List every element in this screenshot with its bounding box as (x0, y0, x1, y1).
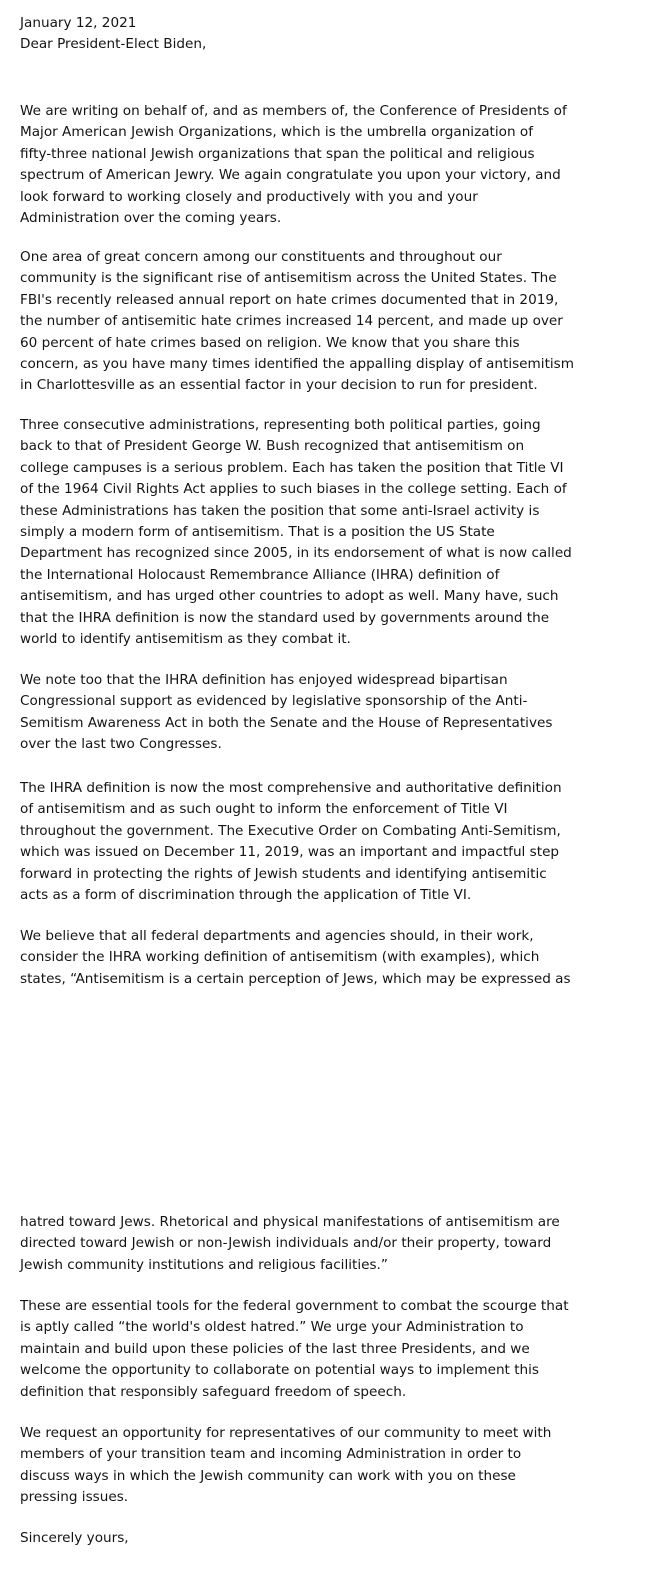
text-line: look forward to working closely and productively with you and your (20, 188, 478, 205)
paragraph-8 (20, 1296, 640, 1403)
paragraph-9 (20, 1423, 640, 1509)
text-line: simply a modern form of antisemitism. That is a position the US State (20, 523, 495, 540)
text-line: Major American Jewish Organizations, which is the umbrella organization of (20, 124, 534, 141)
text-line: acts as a form of discrimination through the application of Title VI. (20, 886, 472, 903)
letter-salutation: Dear President-Elect Biden, (20, 36, 207, 52)
text-line: discuss ways in which the Jewish community can work with you on these (20, 1467, 516, 1484)
text-line: spectrum of American Jewry. We again congratulate you upon your victory, and (20, 167, 561, 184)
text-line: the number of antisemitic hate crimes increased 14 percent, and made up over (20, 313, 563, 330)
text-line: We believe that all federal departments and agencies should, in their work, (20, 928, 534, 944)
text-line: We note too that the IHRA definition has enjoyed widespread bipartisan (20, 672, 508, 688)
text-line: These are essential tools for the federal government to combat the scourge that (20, 1298, 569, 1314)
paragraph-7 (20, 1212, 640, 1276)
text-line: Three consecutive administrations, representing both political parties, going (20, 417, 541, 433)
text-line: over the last two Congresses. (20, 736, 222, 753)
text-line: forward in protecting the rights of Jewish students and identifying antisemitic (20, 865, 547, 882)
text-line: One area of great concern among our constituents and throughout our (20, 249, 502, 265)
paragraph-1 (20, 101, 640, 229)
text-line: definition that responsibly safeguard freedom of speech. (20, 1383, 407, 1400)
text-line: directed toward Jewish or non-Jewish individuals and/or their property, toward (20, 1235, 552, 1252)
text-line: consider the IHRA working definition of antisemitism (with examples), which (20, 949, 540, 966)
letter-date: January 12, 2021 (20, 15, 137, 31)
text-line: of the 1964 Civil Rights Act applies to such biases in the college setting. Each of (20, 481, 567, 498)
text-line: antisemitism, and has urged other countries to adopt as well. Many have, such (20, 588, 559, 605)
text-line: concern, as you have many times identified the appalling display of antisemitism (20, 355, 574, 372)
text-line: that the IHRA definition is now the standard used by governments around the (20, 609, 550, 626)
text-line: hatred toward Jews. Rhetorical and physical manifestations of antisemitism are (20, 1214, 560, 1230)
text-line: is aptly called “the world's oldest hatred.” We urge your Administration to (20, 1319, 524, 1336)
text-line: members of your transition team and incoming Administration in order to (20, 1446, 522, 1463)
text-line: FBI's recently released annual report on hate crimes documented that in 2019, (20, 291, 559, 308)
paragraph-2 (20, 247, 640, 397)
text-line: Jewish community institutions and religious facilities.” (20, 1256, 388, 1273)
text-line: pressing issues. (20, 1489, 129, 1506)
text-line: welcome the opportunity to collaborate on potential ways to implement this (20, 1362, 540, 1379)
text-line: the International Holocaust Remembrance Alliance (IHRA) definition of (20, 566, 500, 583)
text-line: The IHRA definition is now the most comprehensive and authoritative definition (20, 780, 562, 796)
letter-closing: Sincerely yours, (20, 1530, 129, 1546)
text-line: which was issued on December 11, 2019, was an important and impactful step (20, 844, 560, 861)
text-line: of antisemitism and as such ought to inform the enforcement of Title VI (20, 801, 508, 818)
text-line: Congressional support as evidenced by legislative sponsorship of the Anti- (20, 693, 528, 710)
text-line: back to that of President George W. Bush recognized that antisemitism on (20, 438, 525, 455)
text-line: Administration over the coming years. (20, 209, 282, 226)
text-line: fifty-three national Jewish organizations that span the political and religious (20, 145, 535, 162)
paragraph-5 (20, 778, 640, 906)
paragraph-6 (20, 926, 640, 990)
text-line: college campuses is a serious problem. Each has taken the position that Title VI (20, 459, 564, 476)
text-line: We are writing on behalf of, and as members of, the Conference of Presidents of (20, 103, 567, 119)
text-line: in Charlottesville as an essential factor in your decision to run for president. (20, 377, 538, 394)
text-line: Department has recognized since 2005, in its endorsement of what is now called (20, 545, 572, 562)
paragraph-4 (20, 670, 640, 756)
paragraph-3 (20, 415, 640, 650)
text-line: community is the significant rise of antisemitism across the United States. The (20, 270, 557, 287)
text-line: Semitism Awareness Act in both the Senate and the House of Representatives (20, 714, 553, 731)
text-line: throughout the government. The Executive Order on Combating Anti-Semitism, (20, 822, 561, 839)
text-line: these Administrations has taken the position that some anti-Israel activity is (20, 502, 540, 519)
text-line: maintain and build upon these policies of the last three Presidents, and we (20, 1340, 530, 1357)
text-line: world to identify antisemitism as they combat it. (20, 630, 351, 647)
text-line: 60 percent of hate crimes based on religion. We know that you share this (20, 334, 520, 351)
text-line: We request an opportunity for representatives of our community to meet with (20, 1425, 552, 1441)
text-line: states, “Antisemitism is a certain perception of Jews, which may be expressed as (20, 970, 571, 987)
